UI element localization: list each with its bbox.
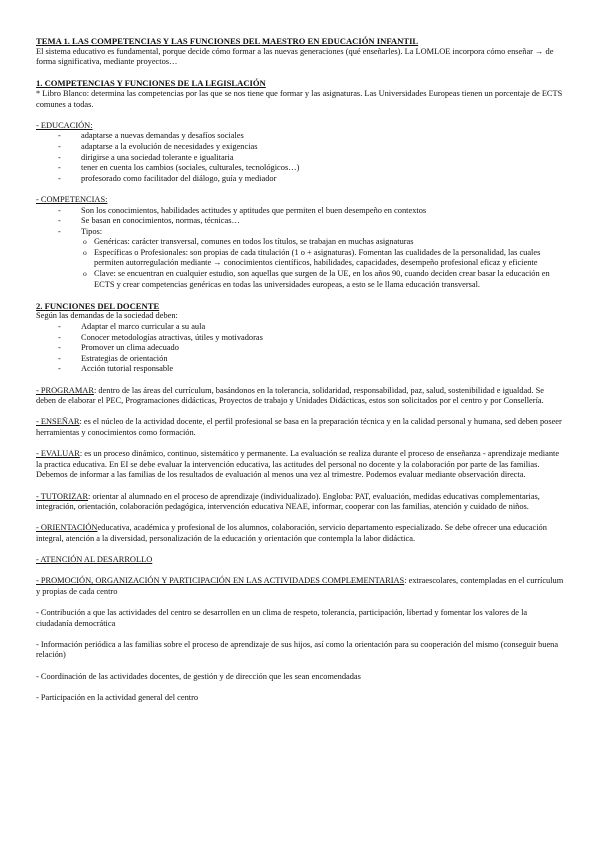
competencias-label: - COMPETENCIAS:: [36, 194, 108, 204]
section-1-heading: 1. COMPETENCIAS Y FUNCIONES DE LA LEGISLACIÓN: [36, 78, 266, 89]
ensenar-text: : es el núcleo de la actividad docente, el perfil profesional se basa en la preparación técnica y en la calidad personal y humana, sed deben poseer herramientas y conocimientos como formación.: [36, 417, 562, 437]
list-item: - Tipos:: [36, 227, 564, 238]
evaluar-text: : es un proceso dinámico, continuo, sistemático y permanente. La evaluación se realiza durante el proceso de enseñanza - aprendizaje mediante la practica educativa. En EI se debe evaluar la intervención educativa, las actitudes del personal no docente y la colaboración por parte de las familias. Debemos de informar a las familias de los resultados de evaluación al menos una vez al trimestre. Podemos evaluar mediante observación directa.: [36, 449, 560, 480]
participacion-paragraph: - Participación en la actividad general del centro: [36, 692, 199, 702]
educacion-label: - EDUCACIÓN:: [36, 120, 93, 130]
programar-text: : dentro de las áreas del currículum, basándonos en la tolerancia, solidaridad, responsabilidad, paz, salud, sostenibilidad e igualdad. Se deben de elaborar el PEC, Programaciones didácticas, Proyectos de trabajo y Unidades Didácticas, estos son solicitados por el centro y por Consellería.: [36, 385, 544, 406]
educacion-list: [36, 131, 564, 184]
competencias-list: [36, 206, 564, 238]
list-item: - Son los conocimientos, habilidades actitudes y aptitudes que permiten el buen desempeño en contextos: [36, 206, 564, 217]
funciones-list: [36, 322, 564, 375]
promocion-label: - PROMOCIÓN, ORGANIZACIÓN Y PARTICIPACIÓN EN LAS ACTIVIDADES COMPLEMENTARIAS: [36, 576, 405, 586]
orientacion-text: educativa, académica y profesional de los alumnos, colaboración, servicio departamento especializado. Se debe ofrecer una educación integral, atención a la diversidad, personalización de la educación y orientación que contempla la labor didáctica.: [36, 523, 547, 543]
list-item: - Se basan en conocimientos, normas, técnicas…: [36, 216, 564, 227]
list-item: o Genéricas: carácter transversal, comunes en todos los títulos, se trabajan en muchas asignaturas: [36, 237, 564, 248]
programar-label: - PROGRAMAR: [36, 385, 94, 395]
list-item: - Acción tutorial responsable: [36, 364, 564, 375]
libro-blanco-paragraph: * Libro Blanco: determina las competencias por las que se nos tiene que formar y las asignaturas. Las Universidades Europeas tienen un porcentaje de ECTS comunes a todas.: [36, 88, 563, 109]
evaluar-label: - EVALUAR: [36, 449, 80, 459]
list-item: - Adaptar el marco curricular a su aula: [36, 322, 564, 333]
document-page: [36, 36, 564, 703]
list-item: - dirigirse a una sociedad tolerante e igualitaria: [36, 153, 564, 164]
list-item: o Clave: se encuentran en cualquier estudio, son aquellas que surgen de la UE, en los años 90, cuando deciden crear basar la educación en ECTS y crear competencias genéricas en todas las universidades europeas, a esto se le llama educación transversal.: [36, 269, 564, 290]
evaluar-paragraph: [36, 449, 564, 481]
coordinacion-paragraph: - Coordinación de las actividades docentes, de gestión y de dirección que les sean encomendadas: [36, 671, 361, 681]
list-item: - profesorado como facilitador del diálogo, guía y mediador: [36, 174, 564, 185]
atencion-label: - ATENCIÓN AL DESARROLLO: [36, 555, 153, 565]
list-item: o Específicas o Profesionales: son propias de cada titulación (1 o + asignaturas). Fomentan las cualidades de la personalidad, las cuales permiten autorregulación mediante → conocimientos científicos, habilidades, capacidades, desempeño profesional eficaz y eficiente: [36, 248, 564, 269]
list-item: - Estrategias de orientación: [36, 354, 564, 365]
ensenar-label: - ENSEÑAR: [36, 417, 80, 427]
list-item: - Promover un clima adecuado: [36, 343, 564, 354]
tutorizar-text: : orientar al alumnado en el proceso de aprendizaje (individualizado). Engloba: PAT, evaluación, medidas educativas complementarias, integración, orientación, colaboración pedagógica, intervención educativa NEAE, informar, cooperar con las familias, atención y cuidado de niños.: [36, 491, 540, 512]
list-item: - tener en cuenta los cambios (sociales, culturales, tecnológicos…): [36, 163, 564, 174]
document-title: TEMA 1. LAS COMPETENCIAS Y LAS FUNCIONES DEL MAESTRO EN EDUCACIÓN INFANTIL: [36, 36, 419, 46]
promocion-text: : extraescolares, contempladas en el currículum y propias de cada centro: [36, 576, 564, 596]
section-2-heading: 2. FUNCIONES DEL DOCENTE: [36, 300, 160, 311]
orientacion-paragraph: [36, 523, 564, 544]
informacion-paragraph: - Información periódica a las familias sobre el proceso de aprendizaje de sus hijos, así como la orientación para su cooperación del mismo (conseguir buena relación): [36, 639, 559, 660]
tutorizar-label: - TUTORIZAR: [36, 491, 89, 501]
intro-paragraph: El sistema educativo es fundamental, porque decide cómo formar a las nuevas generaciones (qué enseñarles). La LOMLOE incorpora cómo enseñar → de forma significativa, mediante proyectos…: [36, 46, 554, 67]
list-item: - adaptarse a la evolución de necesidades y exigencias: [36, 142, 564, 153]
promocion-paragraph: [36, 576, 564, 597]
contribucion-paragraph: - Contribución a que las actividades del centro se desarrollen en un clima de respeto, tolerancia, participación, libertad y fomentar los valores de la ciudadanía democrática: [36, 608, 528, 628]
list-item: - adaptarse a nuevas demandas y desafíos sociales: [36, 131, 564, 142]
tipos-list: [36, 237, 564, 290]
atencion-paragraph: [36, 555, 564, 566]
tutorizar-paragraph: [36, 492, 564, 513]
programar-paragraph: [36, 386, 564, 407]
orientacion-label: - ORIENTACIÓN: [36, 523, 98, 533]
ensenar-paragraph: [36, 417, 564, 438]
section-2-lead: Según las demandas de la sociedad deben:: [36, 311, 178, 321]
list-item: - Conocer metodologías atractivas, útiles y motivadoras: [36, 333, 564, 344]
